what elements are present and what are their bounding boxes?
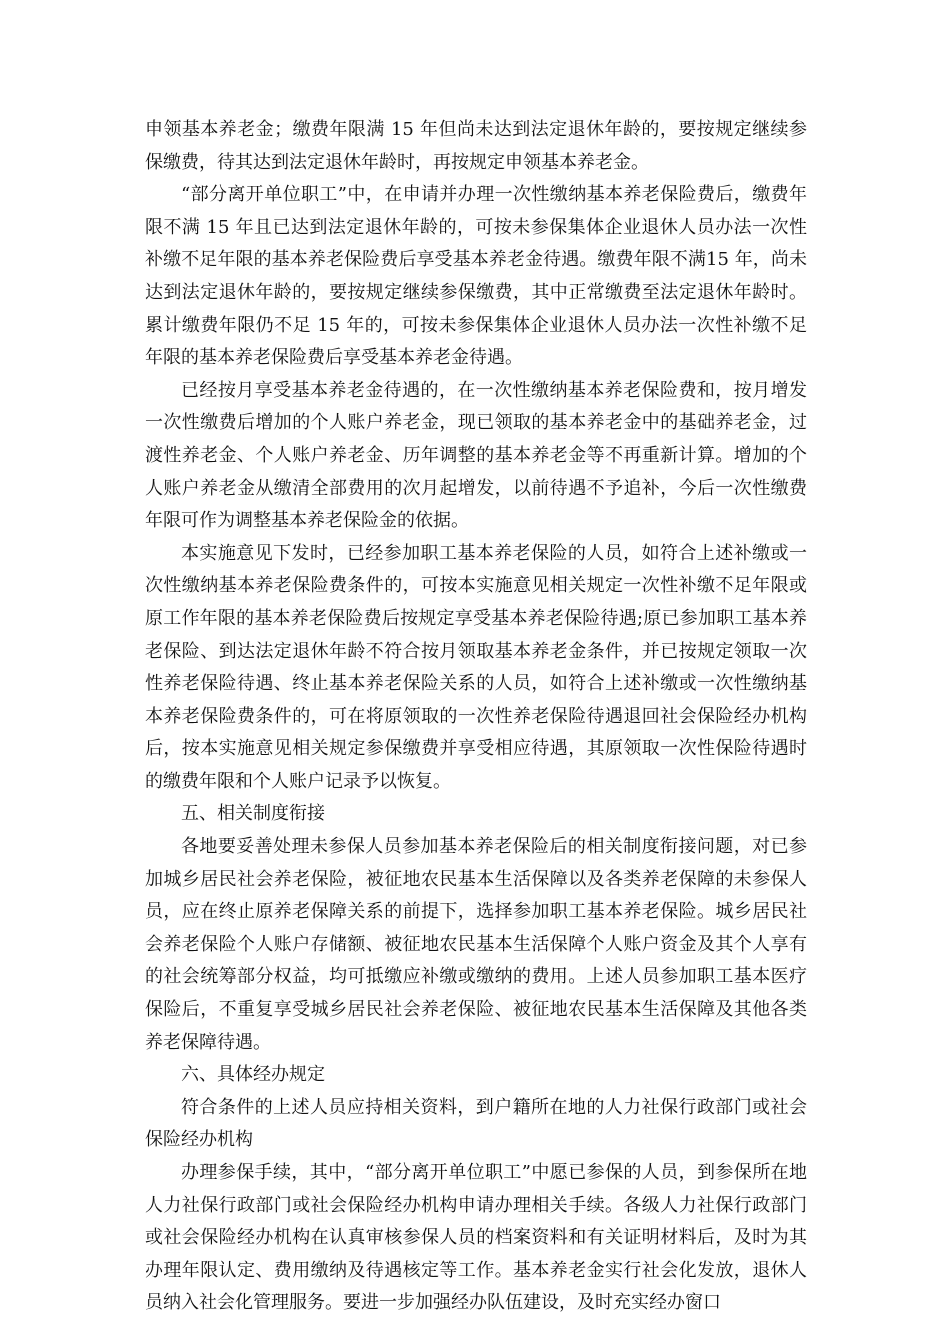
section-heading-6: 六、具体经办规定 xyxy=(181,1064,325,1086)
paragraph-9: 办理参保手续，其中，“部分离开单位职工”中愿已参保的人员，到参保所在地人力社保行政部门或社会保险经办机构申请办理相关手续。各级人力社保行政部门或社会保险经办机构在认真审核参保人员的档案资料和有关证明材料后，及时为其办理年限认定、费用缴纳及待遇核定等工作。基本养老金实行社会化发放，退休人员纳入社会化管理服务。要进一步加强经办队伍建设，及时充实经办窗口 xyxy=(145,1162,807,1314)
document-body xyxy=(145,114,807,1320)
paragraph-4: 本实施意见下发时，已经参加职工基本养老保险的人员，如符合上述补缴或一次性缴纳基本养老保险费条件的，可按本实施意见相关规定一次性补缴不足年限或原工作年限的基本养老保险费后按规定享受基本养老保险待遇;原已参加职工基本养老保险、到达法定退休年龄不符合按月领取基本养老金条件，并已按规定领取一次性养老保险待遇、终止基本养老保险关系的人员，如符合上述补缴或一次性缴纳基本养老保险费条件的，可在将原领取的一次性养老保险待遇退回社会保险经办机构后，按本实施意见相关规定参保缴费并享受相应待遇，其原领取一次性保险待遇时的缴费年限和个人账户记录予以恢复。 xyxy=(145,542,807,792)
paragraph-1: 申领基本养老金；缴费年限满 15 年但尚未达到法定退休年龄的，要按规定继续参保缴费，待其达到法定退休年龄时，再按规定申领基本养老金。 xyxy=(145,119,807,173)
paragraph-8: 符合条件的上述人员应持相关资料，到户籍所在地的人力社保行政部门或社会保险经办机构 xyxy=(145,1096,807,1151)
paragraph-2: “部分离开单位职工”中，在申请并办理一次性缴纳基本养老保险费后，缴费年限不满 15 年且已达到法定退休年龄的，可按未参保集体企业退休人员办法一次性补缴不足年限的基本养老保险费后享受基本养老金待遇。缴费年限不满15 年，尚未达到法定退休年龄的，要按规定继续参保缴费，其中正常缴费至法定退休年龄时。累计缴费年限仍不足 15 年的，可按未参保集体企业退休人员办法一次性补缴不足年限的基本养老保险费后享受基本养老金待遇。 xyxy=(145,184,807,369)
paragraph-3: 已经按月享受基本养老金待遇的，在一次性缴纳基本养老保险费和，按月增发一次性缴费后增加的个人账户养老金，现已领取的基本养老金中的基础养老金，过渡性养老金、个人账户养老金、历年调整的基本养老金等不再重新计算。增加的个人账户养老金从缴清全部费用的次月起增发，以前待遇不予追补，今后一次性缴费年限可作为调整基本养老保险金的依据。 xyxy=(145,379,807,532)
section-heading-5: 五、相关制度衔接 xyxy=(181,803,325,825)
paragraph-6: 各地要妥善处理未参保人员参加基本养老保险后的相关制度衔接问题，对已参加城乡居民社会养老保险，被征地农民基本生活保障以及各类养老保障的未参保人员，应在终止原养老保障关系的前提下，选择参加职工基本养老保险。城乡居民社会养老保险个人账户存储额、被征地农民基本生活保障个人账户资金及其个人享有的社会统筹部分权益，均可抵缴应补缴或缴纳的费用。上述人员参加职工基本医疗保险后，不重复享受城乡居民社会养老保险、被征地农民基本生活保障及其他各类养老保障待遇。 xyxy=(145,836,807,1053)
